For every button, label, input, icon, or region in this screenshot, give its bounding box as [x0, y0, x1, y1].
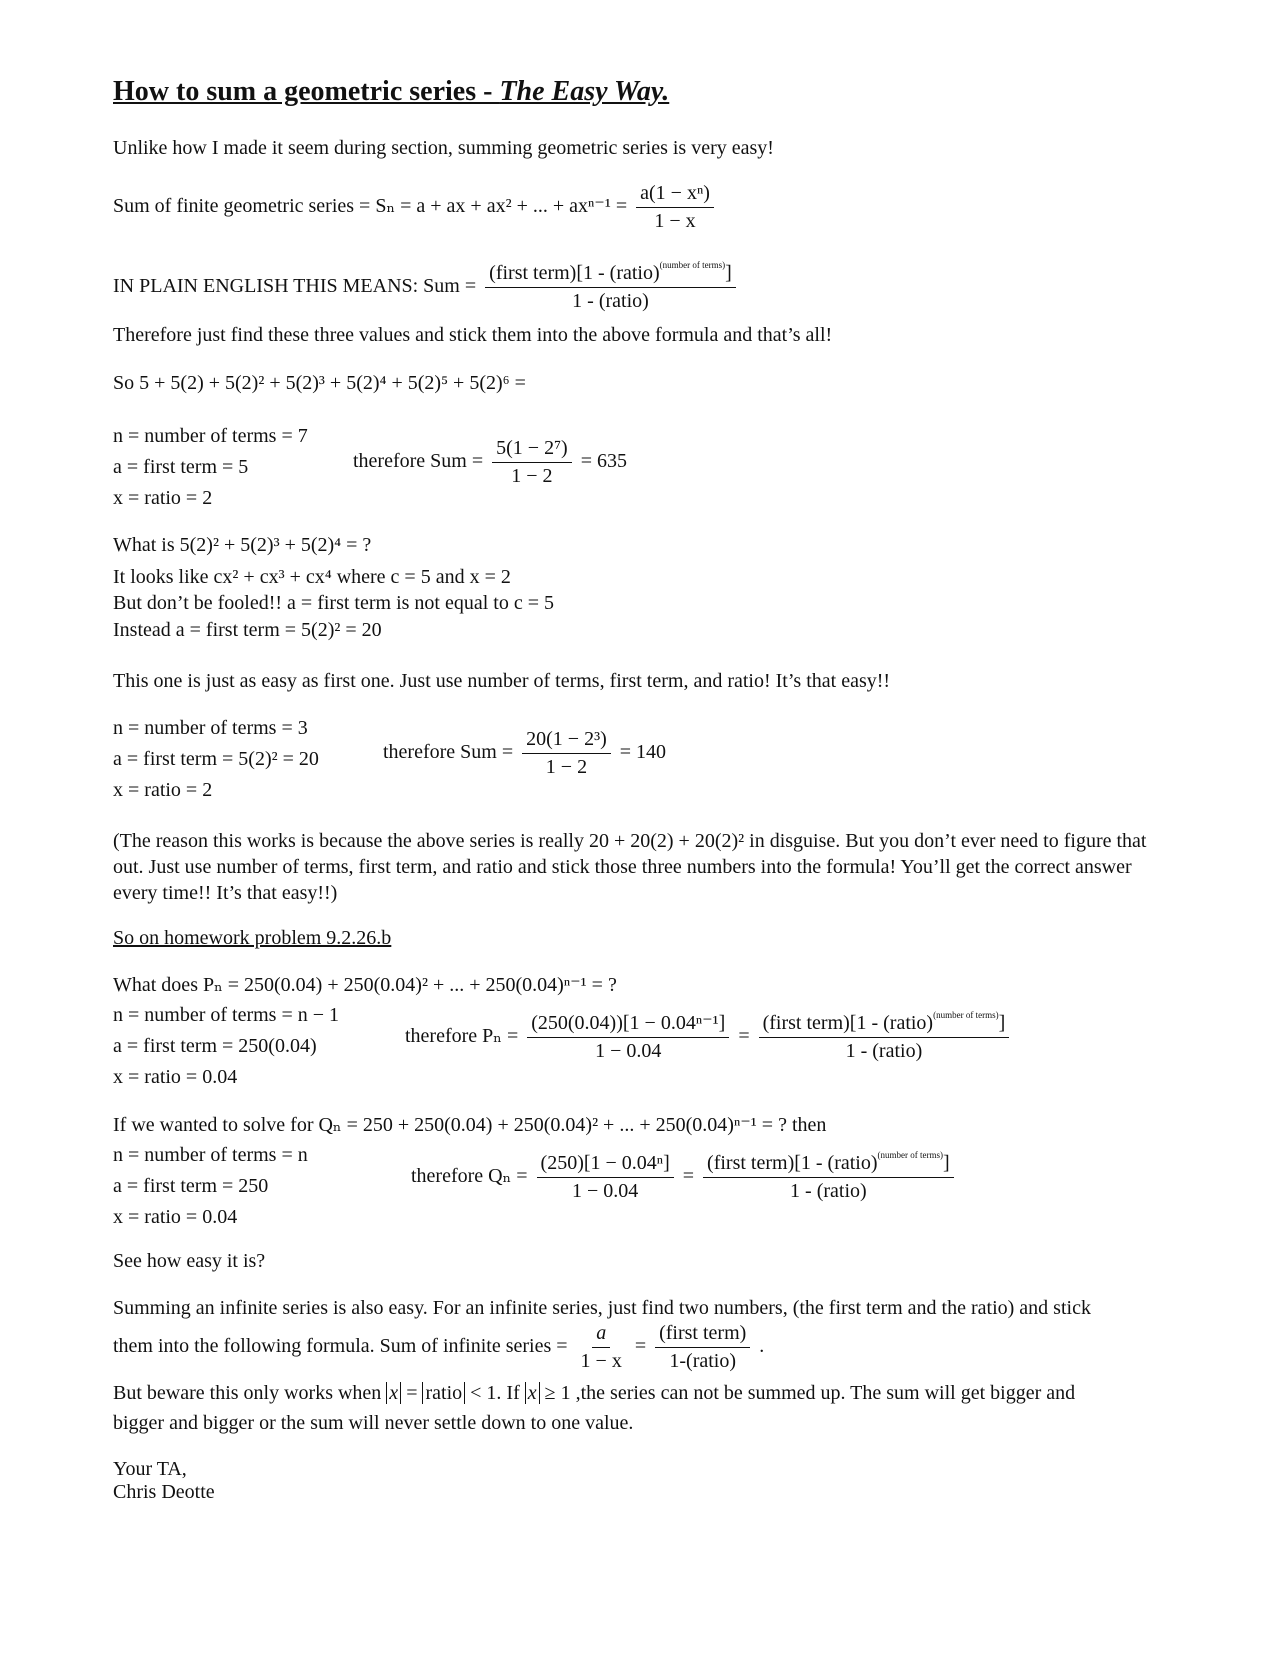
example3-general-denominator: 1 - (ratio)	[845, 1040, 923, 1062]
example1-numerator: 5(1 − 2⁷)	[492, 437, 572, 463]
plain-english-numerator: (first term)[1 - (ratio)	[489, 262, 660, 284]
example3-x: x = ratio = 0.04	[113, 1066, 238, 1088]
example4-x: x = ratio = 0.04	[113, 1206, 238, 1228]
example2-instead: Instead a = first term = 5(2)² = 20	[113, 619, 382, 641]
beware-text-a: But beware this only works when	[113, 1382, 382, 1404]
beware-equals: =	[406, 1382, 418, 1404]
signature-line-1: Your TA,	[113, 1458, 187, 1480]
example3-a: a = first term = 250(0.04)	[113, 1035, 317, 1057]
infinite-numerator-1: a	[592, 1322, 610, 1348]
homework-heading: So on homework problem 9.2.26.b	[113, 927, 392, 949]
example4-sum: therefore Qₙ = $\frac{\text{(250)[1 − 0.04ⁿ]}}{1 - 0.04}$ = $\frac{(first term)[1 - (ratio)^{(number of terms)}]}{\text{1 - (ratio)}}$	[411, 1152, 958, 1203]
example4-question: If we wanted to solve for Qₙ = 250 + 250(0.04) + 250(0.04)² + ... + 250(0.04)ⁿ⁻¹ = ? then	[113, 1114, 827, 1136]
page-title: How to sum a geometric series - The Easy Way.	[113, 76, 670, 107]
example2-easy-text: This one is just as easy as first one. Just use number of terms, first term, and ratio! It’s that easy!!	[113, 670, 891, 692]
finite-formula-numerator: a(1 − xⁿ)	[636, 182, 714, 208]
plain-english-fraction	[485, 262, 736, 313]
reason-text: (The reason this works is because the above series is really 20 + 20(2) + 20(2)² in disguise. But you don’t ever need to figure that out. Just use number of terms, first term, and ratio and stick those three numbers into the formula! You’ll get the correct answer every time!! It’s that easy!!)	[113, 830, 1147, 904]
example4-fraction	[537, 1152, 674, 1203]
example4-denominator: 1 − 0.04	[572, 1180, 639, 1202]
example3-general-numerator: (first term)[1 - (ratio)	[762, 1012, 934, 1034]
example4-variables	[113, 1142, 308, 1235]
example3-sum: therefore Pₙ = $\frac{\text{(250(0.04))[1 − 0.04ⁿ⁻¹]}}{1 - 0.04}$ = $\frac{(first term)[1 - (ratio)^{(number of terms)}]}{\text{1 - (ratio)}}$	[405, 1012, 1013, 1063]
plain-english-exponent: (number of terms)	[659, 260, 726, 270]
example1-x: x = ratio = 2	[113, 487, 213, 509]
example4-numerator: (250)[1 − 0.04ⁿ]	[537, 1152, 674, 1178]
example3-fraction	[527, 1012, 729, 1063]
example2-fraction	[522, 728, 611, 779]
example3-numerator: (250(0.04))[1 − 0.04ⁿ⁻¹]	[527, 1012, 729, 1038]
example2-therefore: therefore Sum =	[383, 741, 514, 764]
example1-n: n = number of terms = 7	[113, 425, 308, 447]
example3-general-fraction	[759, 1012, 1010, 1063]
infinite-fraction-2	[655, 1322, 750, 1373]
infinite-formula: them into the following formula. Sum of infinite series = $\frac{a}{1 - x}$ = $\frac{\text{(first term)}}{\text{1-(ratio)}}$ .	[113, 1322, 765, 1372]
example2-dont-be-fooled: But don’t be fooled!! a = first term is not equal to c = 5	[113, 592, 554, 614]
example3-general-exponent: (number of terms)	[933, 1010, 999, 1020]
example1-result: = 635	[580, 450, 627, 473]
infinite-text-1: Summing an infinite series is also easy. For an infinite series, just find two numbers, (the first term and the ratio) and stick	[113, 1297, 1091, 1319]
beware-text-b: ≥ 1 ,the series can not be summed up. The sum will get bigger and	[544, 1382, 1076, 1404]
example2-a: a = first term = 5(2)² = 20	[113, 748, 319, 770]
plain-english-bracket: ]	[725, 262, 732, 284]
plain-english-label: IN PLAIN ENGLISH THIS MEANS: Sum =	[113, 275, 477, 298]
finite-formula-denominator: 1 − x	[654, 210, 696, 232]
example1-variables	[113, 423, 308, 516]
example2-variables	[113, 715, 319, 808]
finite-formula-series: Sₙ = a + ax + ax² + ... + axⁿ⁻¹	[375, 195, 611, 218]
example4-general-fraction	[703, 1152, 954, 1203]
beware-line-2: bigger and bigger or the sum will never settle down to one value.	[113, 1412, 634, 1434]
beware-line-1	[113, 1380, 1075, 1406]
example2-x: x = ratio = 2	[113, 779, 213, 801]
example4-n: n = number of terms = n	[113, 1144, 308, 1166]
example2-looks-like: It looks like cx² + cx³ + cx⁴ where c = 5 and x = 2	[113, 566, 511, 588]
beware-abs-x: x	[386, 1382, 401, 1404]
infinite-denominator-1: 1 − x	[580, 1350, 622, 1372]
infinite-numerator-2: (first term)	[655, 1322, 750, 1348]
infinite-text-2: them into the following formula. Sum of infinite series =	[113, 1335, 568, 1358]
example2-n: n = number of terms = 3	[113, 717, 308, 739]
beware-abs-x2: x	[525, 1382, 540, 1404]
plain-english-formula	[113, 262, 740, 313]
example3-question: What does Pₙ = 250(0.04) + 250(0.04)² + ... + 250(0.04)ⁿ⁻¹ = ?	[113, 974, 617, 996]
example4-general-numerator: (first term)[1 - (ratio)	[707, 1152, 878, 1174]
beware-abs-ratio: ratio	[422, 1382, 465, 1404]
beware-lt: < 1. If	[470, 1382, 520, 1404]
example1-series: So 5 + 5(2) + 5(2)² + 5(2)³ + 5(2)⁴ + 5(2)⁵ + 5(2)⁶ =	[113, 372, 526, 394]
example3-n: n = number of terms = n − 1	[113, 1004, 340, 1026]
example2-denominator: 1 − 2	[545, 756, 588, 778]
plain-english-denominator: 1 - (ratio)	[572, 290, 649, 312]
infinite-denominator-2: 1-(ratio)	[669, 1350, 737, 1372]
intro-text: Unlike how I made it seem during section, summing geometric series is very easy!	[113, 137, 774, 159]
example4-a: a = first term = 250	[113, 1175, 269, 1197]
example2-numerator: 20(1 − 2³)	[522, 728, 611, 754]
example1-fraction	[492, 437, 572, 488]
example3-variables	[113, 1002, 339, 1095]
example1-denominator: 1 − 2	[511, 465, 553, 487]
example4-general-denominator: 1 - (ratio)	[790, 1180, 867, 1202]
example2-result: = 140	[619, 741, 667, 764]
example2-question: What is 5(2)² + 5(2)³ + 5(2)⁴ = ?	[113, 534, 372, 556]
see-how-easy: See how easy it is?	[113, 1250, 266, 1272]
example4-general-exponent: (number of terms)	[877, 1150, 944, 1160]
infinite-period: .	[759, 1335, 765, 1358]
signature-line-2: Chris Deotte	[113, 1481, 215, 1503]
example1-therefore: therefore Sum =	[353, 450, 484, 473]
example3-therefore: therefore Pₙ =	[405, 1025, 519, 1048]
infinite-fraction-1	[577, 1322, 626, 1373]
example3-denominator: 1 − 0.04	[595, 1040, 662, 1062]
example2-sum	[383, 728, 666, 779]
example1-a: a = first term = 5	[113, 456, 249, 478]
example4-general-bracket: ]	[943, 1152, 950, 1174]
example3-general-bracket: ]	[998, 1012, 1006, 1034]
example1-sum	[353, 437, 627, 488]
example4-therefore: therefore Qₙ =	[411, 1165, 528, 1188]
finite-formula: Sum of finite geometric series = Sₙ = a + ax + ax² + ... + axⁿ⁻¹ = $\frac{\text{a(1 − xⁿ)}}{1 - x}$	[113, 182, 718, 233]
finite-formula-label: Sum of finite geometric series	[113, 195, 355, 218]
therefore-text: Therefore just find these three values and stick them into the above formula and that’s all!	[113, 324, 833, 346]
finite-formula-fraction	[636, 182, 714, 233]
